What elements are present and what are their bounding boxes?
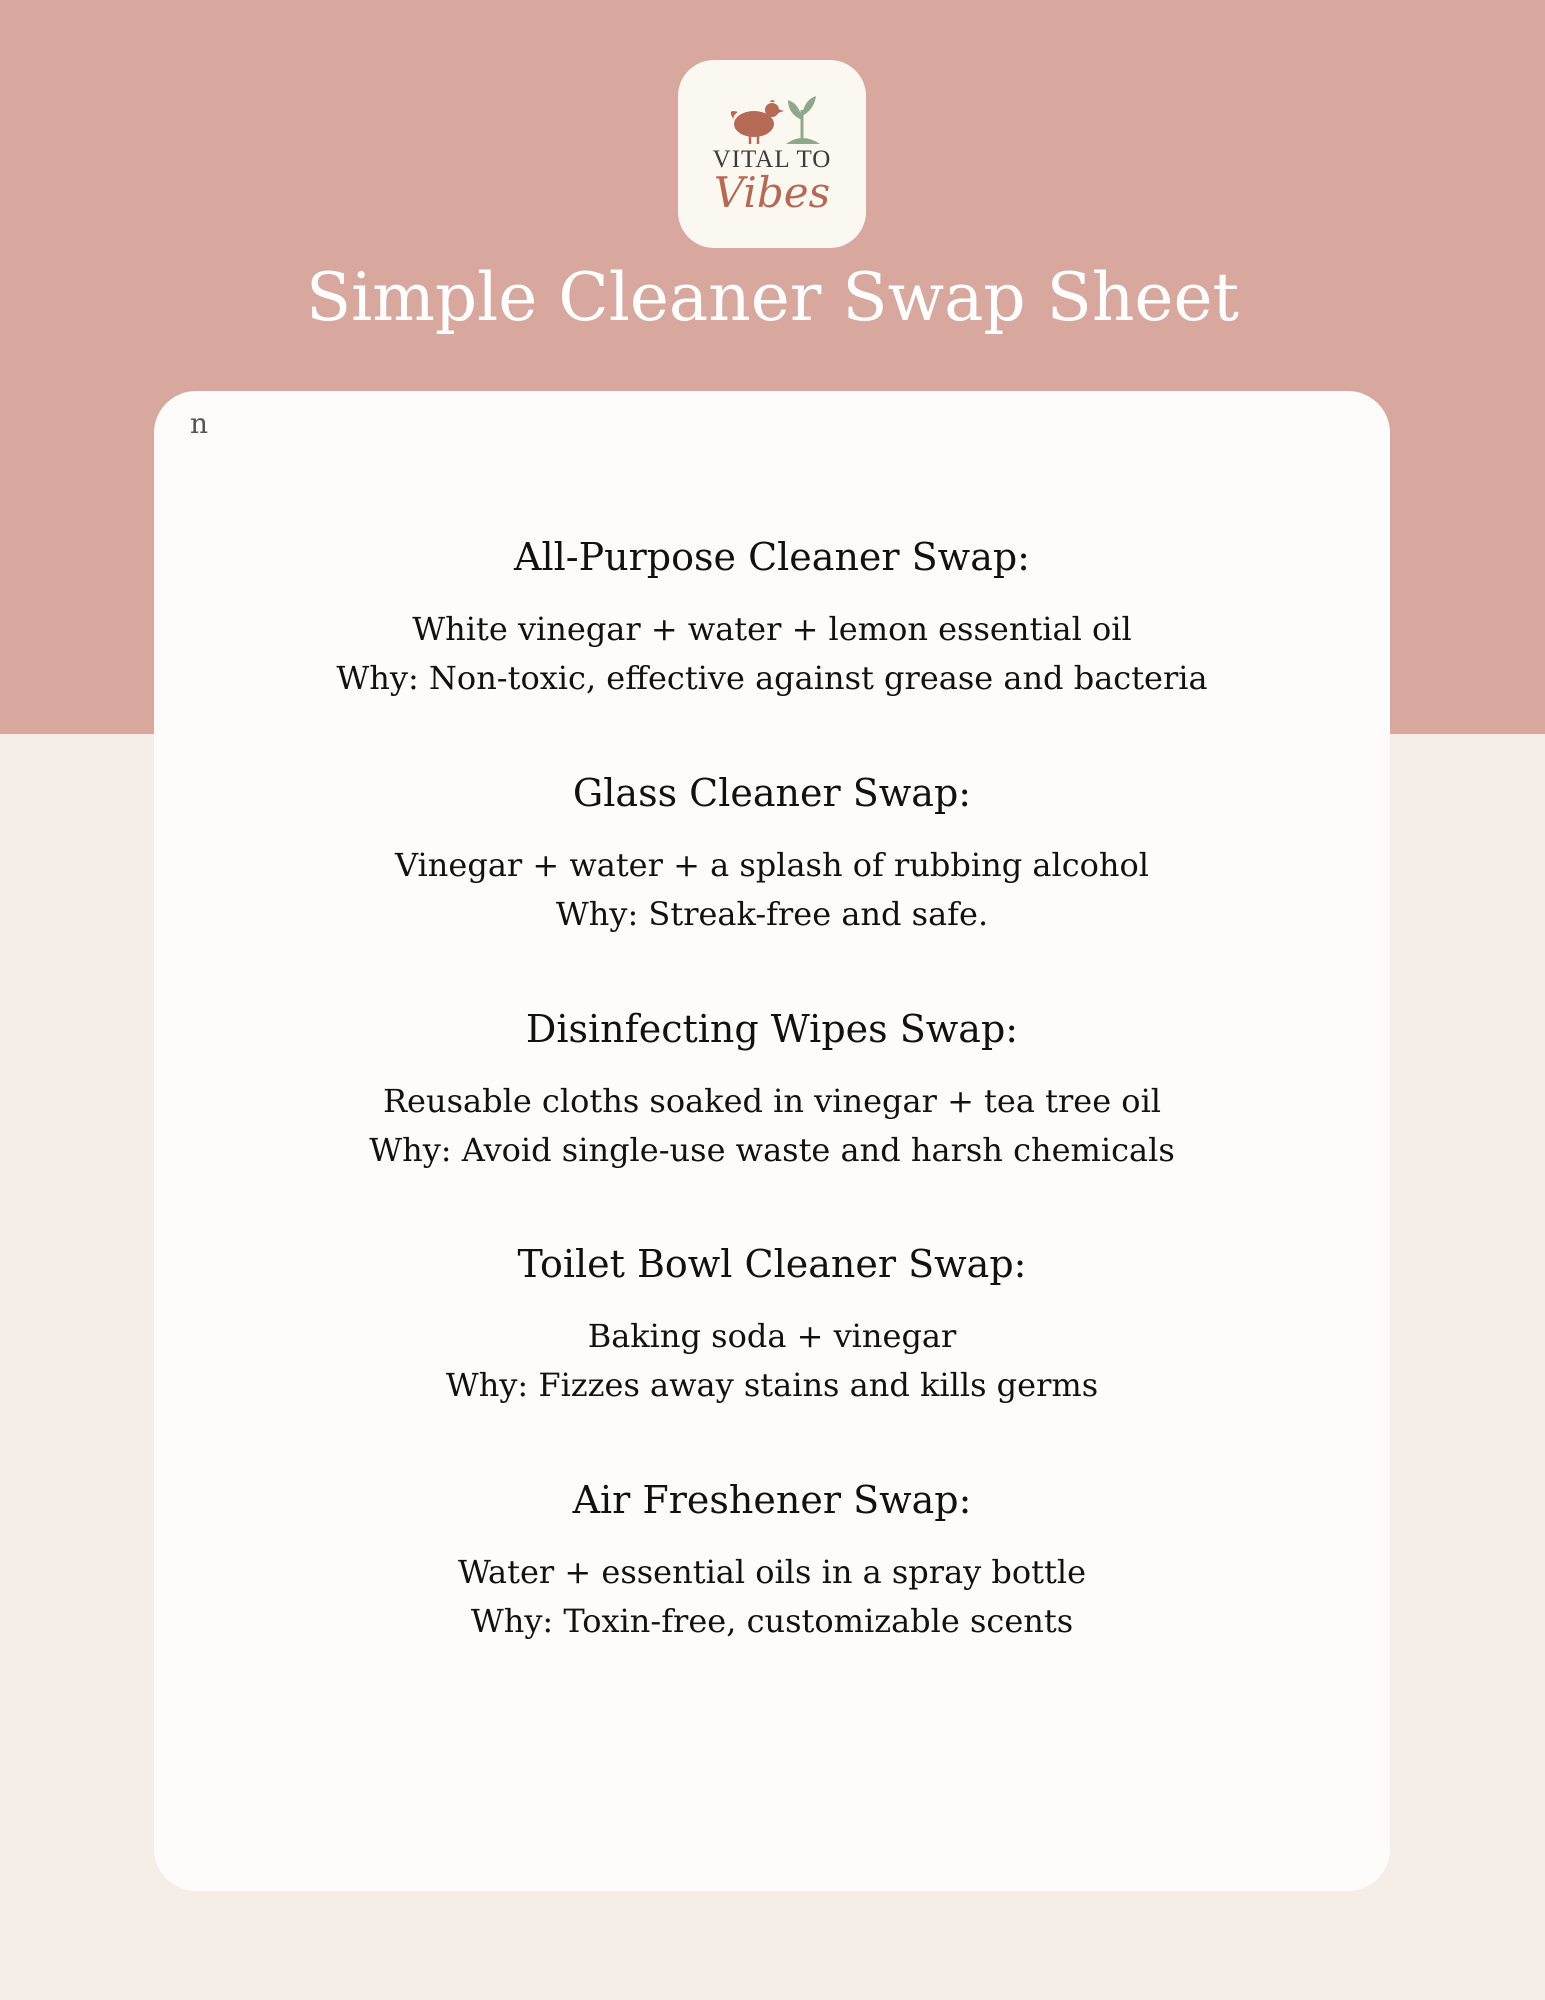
brand-logo (678, 60, 866, 248)
section-all-purpose (154, 531, 1390, 703)
section-heading: Air Freshener Swap: (572, 1478, 972, 1522)
section-why: Why: Avoid single-use waste and harsh chemicals (369, 1131, 1175, 1169)
sprout-icon (786, 96, 820, 144)
section-why: Why: Non-toxic, effective against grease and bacteria (336, 659, 1208, 697)
section-recipe: Baking soda + vinegar (587, 1317, 957, 1355)
section-recipe: Reusable cloths soaked in vinegar + tea tree oil (382, 1082, 1162, 1120)
section-why: Why: Toxin-free, customizable scents (470, 1602, 1074, 1640)
hen-icon (731, 100, 784, 144)
section-recipe: Water + essential oils in a spray bottle (457, 1553, 1087, 1591)
logo-text-top: VITAL TO (712, 146, 832, 173)
section-why: Why: Fizzes away stains and kills germs (445, 1366, 1099, 1404)
section-heading: Glass Cleaner Swap: (572, 771, 972, 815)
section-air-freshener (154, 1474, 1390, 1646)
section-glass (154, 767, 1390, 939)
content-card (154, 391, 1390, 1891)
page-title: Simple Cleaner Swap Sheet (305, 259, 1240, 336)
section-heading: Disinfecting Wipes Swap: (525, 1007, 1019, 1051)
section-wipes (154, 1003, 1390, 1175)
stray-text: n (190, 407, 209, 440)
logo-text-script: Vibes (713, 168, 831, 217)
section-toilet (154, 1238, 1390, 1410)
section-heading: Toilet Bowl Cleaner Swap: (517, 1242, 1027, 1286)
section-heading: All-Purpose Cleaner Swap: (514, 535, 1030, 579)
section-why: Why: Streak-free and safe. (555, 895, 989, 933)
section-recipe: White vinegar + water + lemon essential oil (412, 610, 1132, 648)
section-recipe: Vinegar + water + a splash of rubbing alcohol (395, 846, 1149, 884)
hen-and-sprout-icon (720, 90, 824, 146)
